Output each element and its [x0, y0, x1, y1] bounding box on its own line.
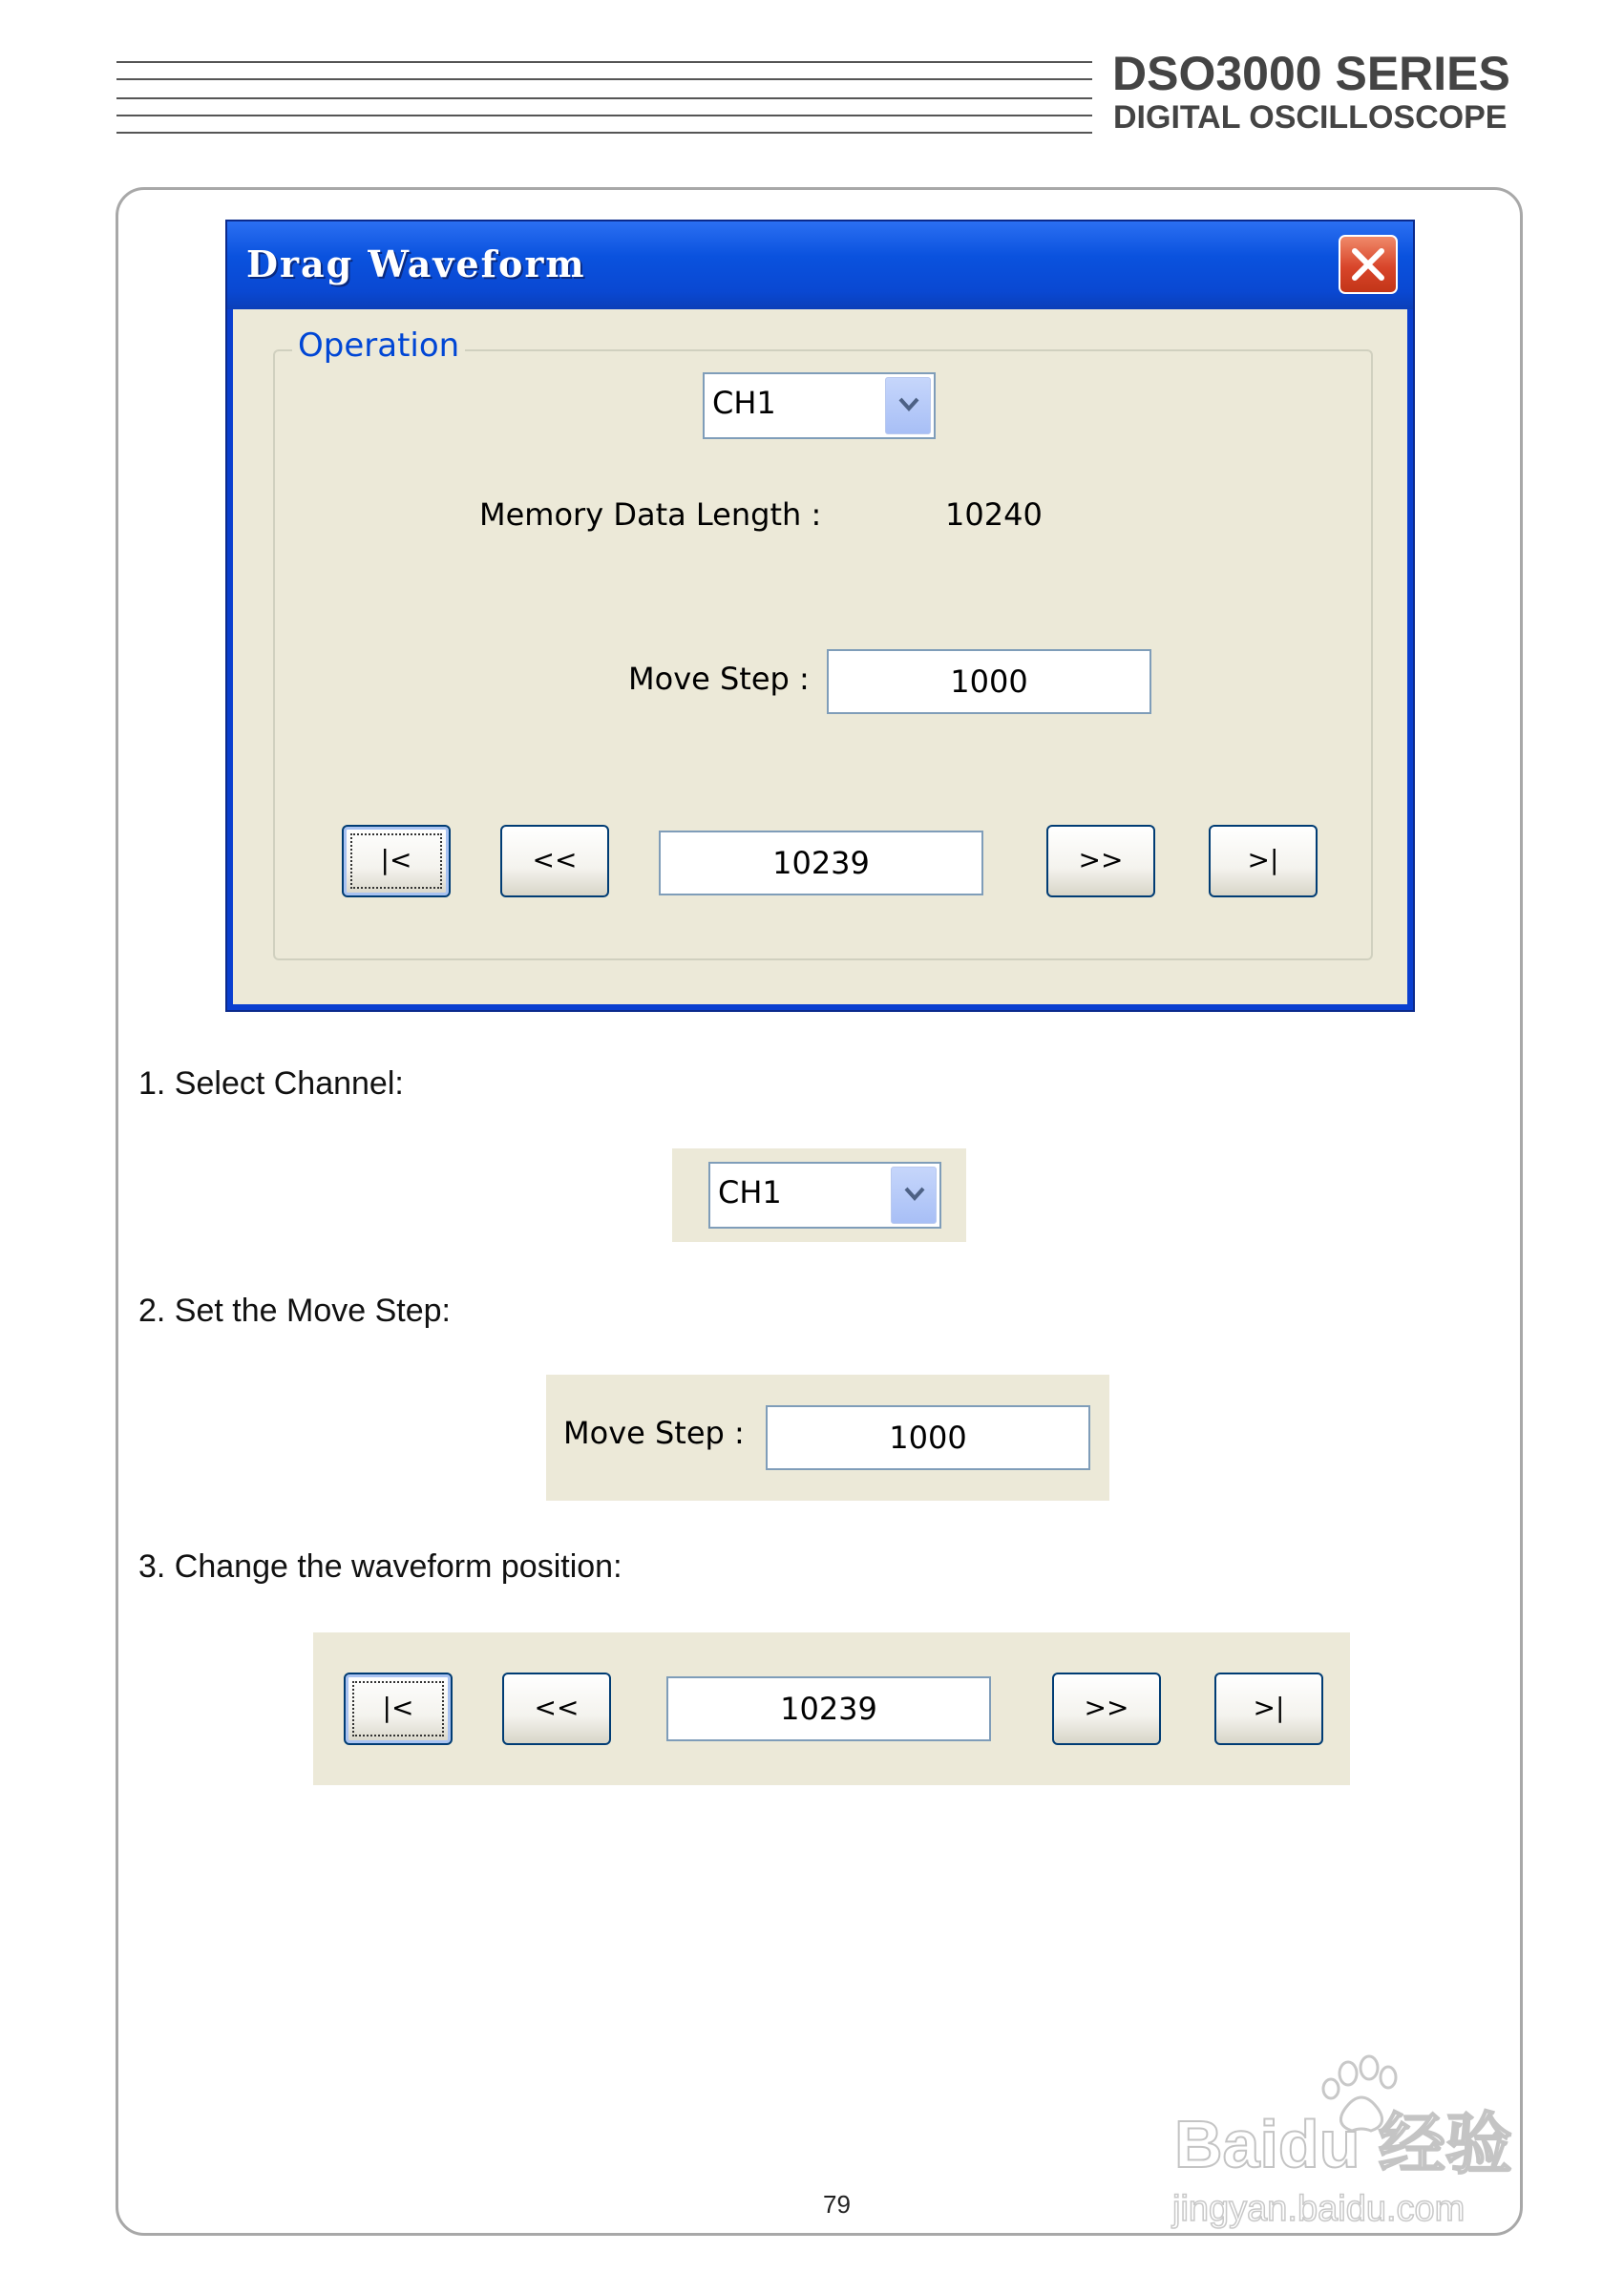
drag-waveform-dialog: [225, 220, 1415, 1012]
channel-select[interactable]: [703, 372, 936, 439]
memory-length-label: Memory Data Length :: [479, 496, 822, 533]
close-button[interactable]: [1339, 235, 1398, 294]
chevron-down-icon: [903, 1185, 926, 1204]
memory-length-value: 10240: [945, 496, 1043, 533]
move-step-snippet-label: Move Step :: [563, 1415, 745, 1451]
step-1-text: 1. Select Channel:: [138, 1065, 404, 1102]
dialog-titlebar[interactable]: [227, 221, 1413, 309]
watermark-brand: Baidu 经验: [1174, 2107, 1512, 2181]
operation-group-label: Operation: [292, 326, 465, 365]
page-number: 79: [823, 2190, 851, 2219]
last-button-snippet[interactable]: >|: [1214, 1673, 1323, 1745]
dialog-title: Drag Waveform: [246, 242, 586, 285]
last-button[interactable]: >|: [1209, 825, 1318, 897]
baidu-paw-icon: [1167, 2052, 1549, 2234]
position-input[interactable]: 10239: [659, 831, 983, 895]
move-step-snippet-panel: [546, 1375, 1109, 1501]
first-button-snippet[interactable]: |<: [344, 1673, 453, 1745]
next-button[interactable]: >>: [1046, 825, 1155, 897]
first-button[interactable]: |<: [342, 825, 451, 897]
step-2-text: 2. Set the Move Step:: [138, 1293, 451, 1329]
header-series-title: DSO3000 SERIES: [1112, 47, 1510, 100]
channel-select-snippet[interactable]: [708, 1162, 941, 1229]
channel-select-value: CH1: [712, 385, 776, 421]
move-step-label: Move Step :: [628, 661, 810, 697]
channel-snippet-panel: [672, 1148, 966, 1242]
position-snippet-panel: [313, 1632, 1350, 1785]
dropdown-button-snippet[interactable]: [891, 1167, 937, 1224]
channel-select-snippet-value: CH1: [718, 1174, 782, 1210]
prev-button[interactable]: <<: [500, 825, 609, 897]
baidu-watermark: [1167, 2052, 1549, 2234]
header-subtitle: DIGITAL OSCILLOSCOPE: [1113, 99, 1508, 136]
move-step-snippet-input[interactable]: 1000: [766, 1405, 1090, 1470]
chevron-down-icon: [897, 395, 920, 414]
prev-button-snippet[interactable]: <<: [502, 1673, 611, 1745]
step-3-text: 3. Change the waveform position:: [138, 1548, 622, 1585]
header-rules: [116, 61, 1092, 134]
move-step-input[interactable]: 1000: [827, 649, 1151, 714]
close-icon: [1349, 245, 1387, 284]
dialog-client-area: [233, 309, 1407, 1004]
watermark-url: jingyan.baidu.com: [1172, 2189, 1466, 2229]
next-button-snippet[interactable]: >>: [1052, 1673, 1161, 1745]
dropdown-button[interactable]: [885, 377, 931, 434]
position-snippet-input[interactable]: 10239: [666, 1676, 991, 1741]
